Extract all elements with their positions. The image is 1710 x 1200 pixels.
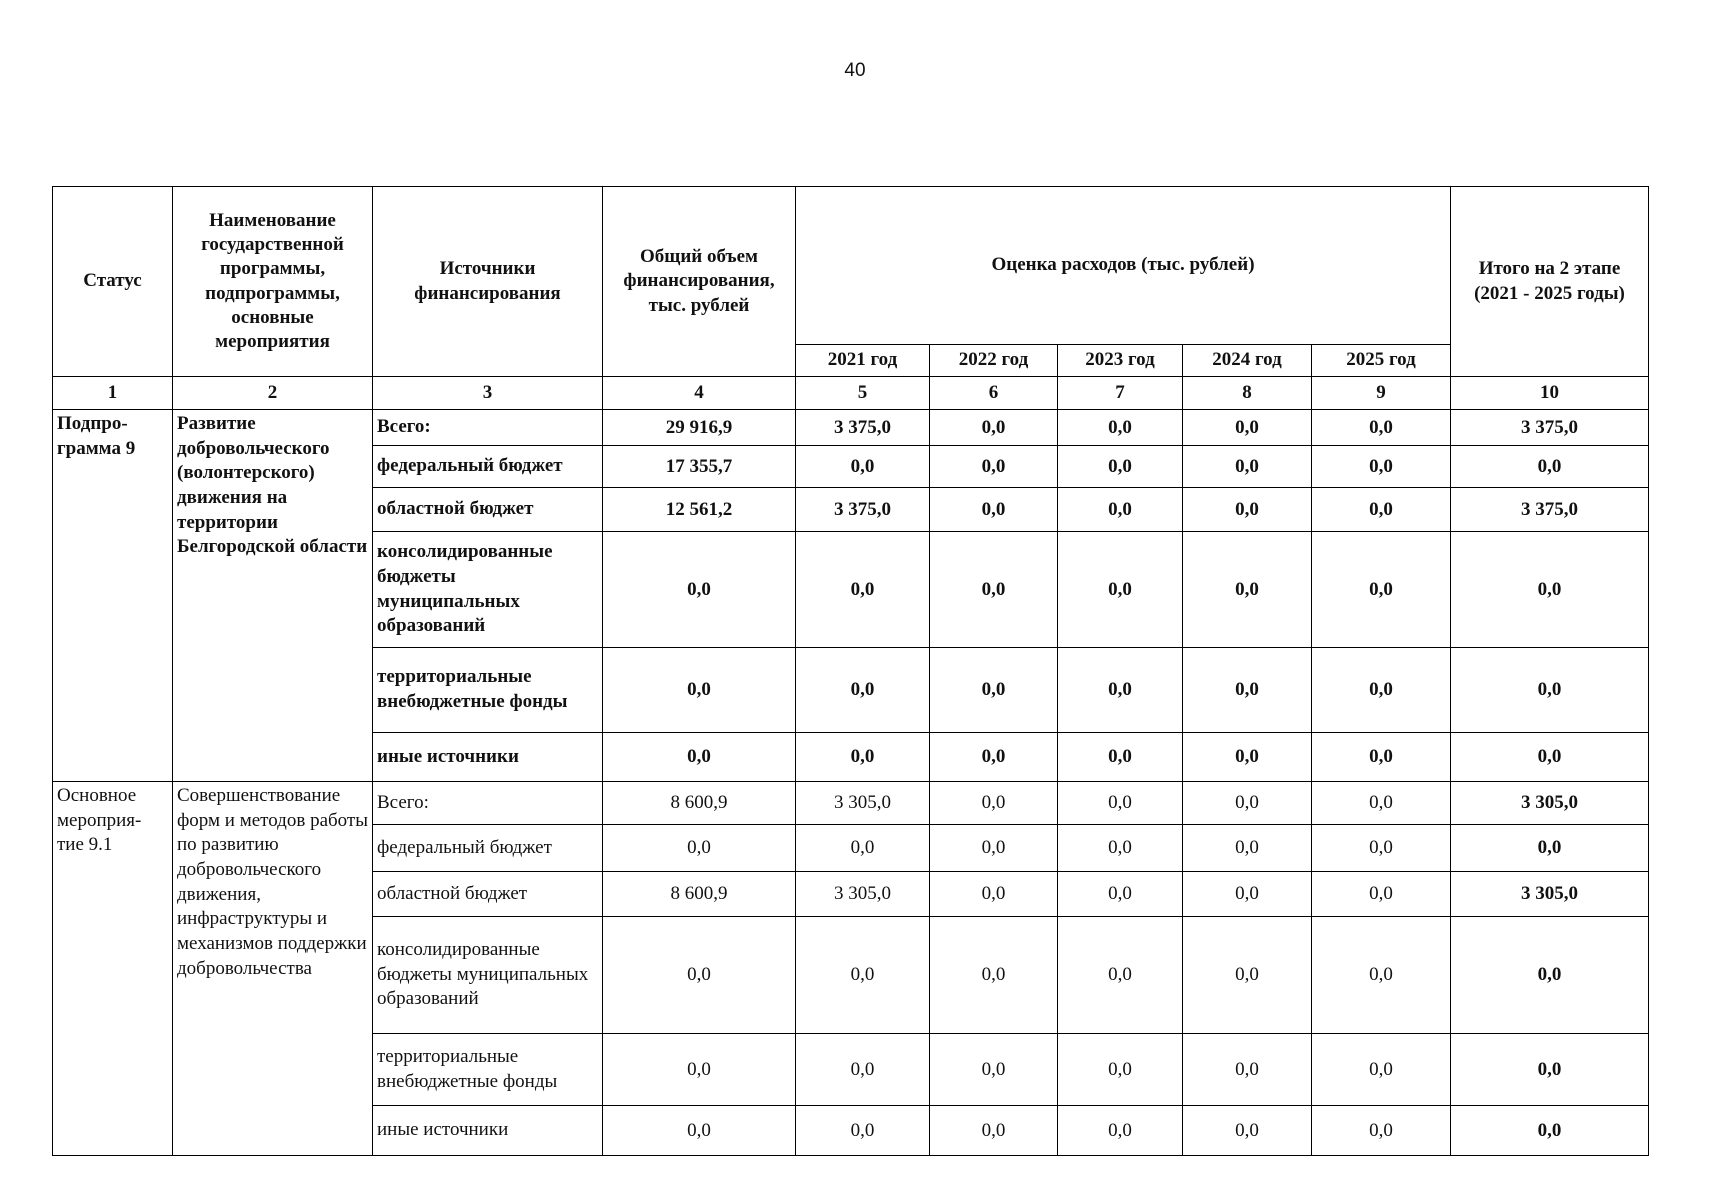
source-label: областной бюджет <box>373 872 603 917</box>
total-volume-cell: 0,0 <box>603 917 796 1034</box>
column-number: 2 <box>173 377 373 410</box>
header-estimate: Оценка расходов (тыс. рублей) <box>796 187 1451 345</box>
stage-total-cell: 0,0 <box>1451 825 1649 872</box>
source-label: консолидированные бюджеты муниципальных образований <box>373 917 603 1034</box>
column-number: 10 <box>1451 377 1649 410</box>
year-2025-cell: 0,0 <box>1312 1106 1451 1156</box>
year-2025-cell: 0,0 <box>1312 532 1451 648</box>
year-2023-cell: 0,0 <box>1058 648 1183 733</box>
year-2022-cell: 0,0 <box>930 410 1058 446</box>
year-2024-cell: 0,0 <box>1183 917 1312 1034</box>
group-status: Основное мероприя-тие 9.1 <box>53 782 173 1156</box>
column-number: 8 <box>1183 377 1312 410</box>
year-2025-cell: 0,0 <box>1312 782 1451 825</box>
source-label: консолидированные бюджеты муниципальных образований <box>373 532 603 648</box>
year-2024-cell: 0,0 <box>1183 872 1312 917</box>
year-2021-cell: 3 305,0 <box>796 872 930 917</box>
year-2024-cell: 0,0 <box>1183 1034 1312 1106</box>
source-label: Всего: <box>373 782 603 825</box>
year-2024-cell: 0,0 <box>1183 532 1312 648</box>
header-year-2022: 2022 год <box>930 345 1058 377</box>
group-name: Развитие добровольческого (волонтерского) движения на территории Белгородской области <box>173 410 373 782</box>
year-2021-cell: 3 305,0 <box>796 782 930 825</box>
column-number: 4 <box>603 377 796 410</box>
year-2025-cell: 0,0 <box>1312 917 1451 1034</box>
year-2023-cell: 0,0 <box>1058 410 1183 446</box>
year-2022-cell: 0,0 <box>930 872 1058 917</box>
financing-table <box>52 186 1649 1156</box>
group-status: Подпро-грамма 9 <box>53 410 173 782</box>
total-volume-cell: 0,0 <box>603 733 796 782</box>
header-name: Наименование государственной программы, подпрограммы, основные мероприятия <box>173 187 373 377</box>
year-2025-cell: 0,0 <box>1312 488 1451 532</box>
source-label: иные источники <box>373 1106 603 1156</box>
year-2021-cell: 0,0 <box>796 532 930 648</box>
group-name: Совершенствование форм и методов работы по развитию добровольческого движения, инфраструктуры и механизмов поддержки добровольчества <box>173 782 373 1156</box>
stage-total-cell: 0,0 <box>1451 1034 1649 1106</box>
year-2022-cell: 0,0 <box>930 446 1058 488</box>
header-sources: Источники финансирования <box>373 187 603 377</box>
table-row <box>53 410 1649 446</box>
total-volume-cell: 0,0 <box>603 825 796 872</box>
header-year-2025: 2025 год <box>1312 345 1451 377</box>
year-2023-cell: 0,0 <box>1058 782 1183 825</box>
year-2023-cell: 0,0 <box>1058 917 1183 1034</box>
stage-total-cell: 0,0 <box>1451 532 1649 648</box>
stage-total-cell: 0,0 <box>1451 446 1649 488</box>
year-2021-cell: 0,0 <box>796 917 930 1034</box>
column-numbers-row <box>53 377 1649 410</box>
total-volume-cell: 12 561,2 <box>603 488 796 532</box>
year-2024-cell: 0,0 <box>1183 410 1312 446</box>
stage-total-cell: 3 375,0 <box>1451 410 1649 446</box>
year-2022-cell: 0,0 <box>930 532 1058 648</box>
year-2025-cell: 0,0 <box>1312 1034 1451 1106</box>
year-2023-cell: 0,0 <box>1058 825 1183 872</box>
column-number: 3 <box>373 377 603 410</box>
stage-total-cell: 3 375,0 <box>1451 488 1649 532</box>
total-volume-cell: 8 600,9 <box>603 782 796 825</box>
header-status: Статус <box>53 187 173 377</box>
source-label: федеральный бюджет <box>373 446 603 488</box>
table-row <box>53 782 1649 825</box>
total-volume-cell: 8 600,9 <box>603 872 796 917</box>
column-number: 6 <box>930 377 1058 410</box>
year-2025-cell: 0,0 <box>1312 825 1451 872</box>
year-2024-cell: 0,0 <box>1183 446 1312 488</box>
year-2022-cell: 0,0 <box>930 1106 1058 1156</box>
source-label: территориальные внебюджетные фонды <box>373 1034 603 1106</box>
source-label: федеральный бюджет <box>373 825 603 872</box>
stage-total-cell: 3 305,0 <box>1451 782 1649 825</box>
year-2024-cell: 0,0 <box>1183 733 1312 782</box>
stage-total-cell: 0,0 <box>1451 917 1649 1034</box>
year-2024-cell: 0,0 <box>1183 782 1312 825</box>
year-2022-cell: 0,0 <box>930 733 1058 782</box>
year-2022-cell: 0,0 <box>930 1034 1058 1106</box>
year-2024-cell: 0,0 <box>1183 825 1312 872</box>
source-label: Всего: <box>373 410 603 446</box>
header-total-volume: Общий объем финансирования, тыс. рублей <box>603 187 796 377</box>
year-2025-cell: 0,0 <box>1312 648 1451 733</box>
year-2023-cell: 0,0 <box>1058 532 1183 648</box>
year-2024-cell: 0,0 <box>1183 488 1312 532</box>
year-2023-cell: 0,0 <box>1058 1034 1183 1106</box>
year-2021-cell: 3 375,0 <box>796 410 930 446</box>
year-2021-cell: 3 375,0 <box>796 488 930 532</box>
header-year-2021: 2021 год <box>796 345 930 377</box>
header-year-2023: 2023 год <box>1058 345 1183 377</box>
total-volume-cell: 17 355,7 <box>603 446 796 488</box>
year-2023-cell: 0,0 <box>1058 1106 1183 1156</box>
year-2025-cell: 0,0 <box>1312 446 1451 488</box>
column-number: 1 <box>53 377 173 410</box>
total-volume-cell: 29 916,9 <box>603 410 796 446</box>
year-2023-cell: 0,0 <box>1058 488 1183 532</box>
year-2023-cell: 0,0 <box>1058 872 1183 917</box>
source-label: иные источники <box>373 733 603 782</box>
total-volume-cell: 0,0 <box>603 532 796 648</box>
source-label: территориальные внебюджетные фонды <box>373 648 603 733</box>
year-2025-cell: 0,0 <box>1312 872 1451 917</box>
column-number: 5 <box>796 377 930 410</box>
year-2021-cell: 0,0 <box>796 446 930 488</box>
year-2021-cell: 0,0 <box>796 1106 930 1156</box>
year-2023-cell: 0,0 <box>1058 446 1183 488</box>
total-volume-cell: 0,0 <box>603 1106 796 1156</box>
column-number: 7 <box>1058 377 1183 410</box>
year-2021-cell: 0,0 <box>796 733 930 782</box>
header-stage-total: Итого на 2 этапе (2021 - 2025 годы) <box>1451 187 1649 377</box>
stage-total-cell: 3 305,0 <box>1451 872 1649 917</box>
stage-total-cell: 0,0 <box>1451 733 1649 782</box>
year-2025-cell: 0,0 <box>1312 733 1451 782</box>
stage-total-cell: 0,0 <box>1451 1106 1649 1156</box>
year-2024-cell: 0,0 <box>1183 1106 1312 1156</box>
year-2021-cell: 0,0 <box>796 648 930 733</box>
year-2022-cell: 0,0 <box>930 488 1058 532</box>
total-volume-cell: 0,0 <box>603 648 796 733</box>
year-2022-cell: 0,0 <box>930 648 1058 733</box>
year-2023-cell: 0,0 <box>1058 733 1183 782</box>
year-2021-cell: 0,0 <box>796 825 930 872</box>
year-2022-cell: 0,0 <box>930 825 1058 872</box>
year-2022-cell: 0,0 <box>930 917 1058 1034</box>
source-label: областной бюджет <box>373 488 603 532</box>
year-2024-cell: 0,0 <box>1183 648 1312 733</box>
year-2022-cell: 0,0 <box>930 782 1058 825</box>
page-number: 40 <box>844 60 866 81</box>
total-volume-cell: 0,0 <box>603 1034 796 1106</box>
year-2025-cell: 0,0 <box>1312 410 1451 446</box>
stage-total-cell: 0,0 <box>1451 648 1649 733</box>
header-year-2024: 2024 год <box>1183 345 1312 377</box>
year-2021-cell: 0,0 <box>796 1034 930 1106</box>
column-number: 9 <box>1312 377 1451 410</box>
